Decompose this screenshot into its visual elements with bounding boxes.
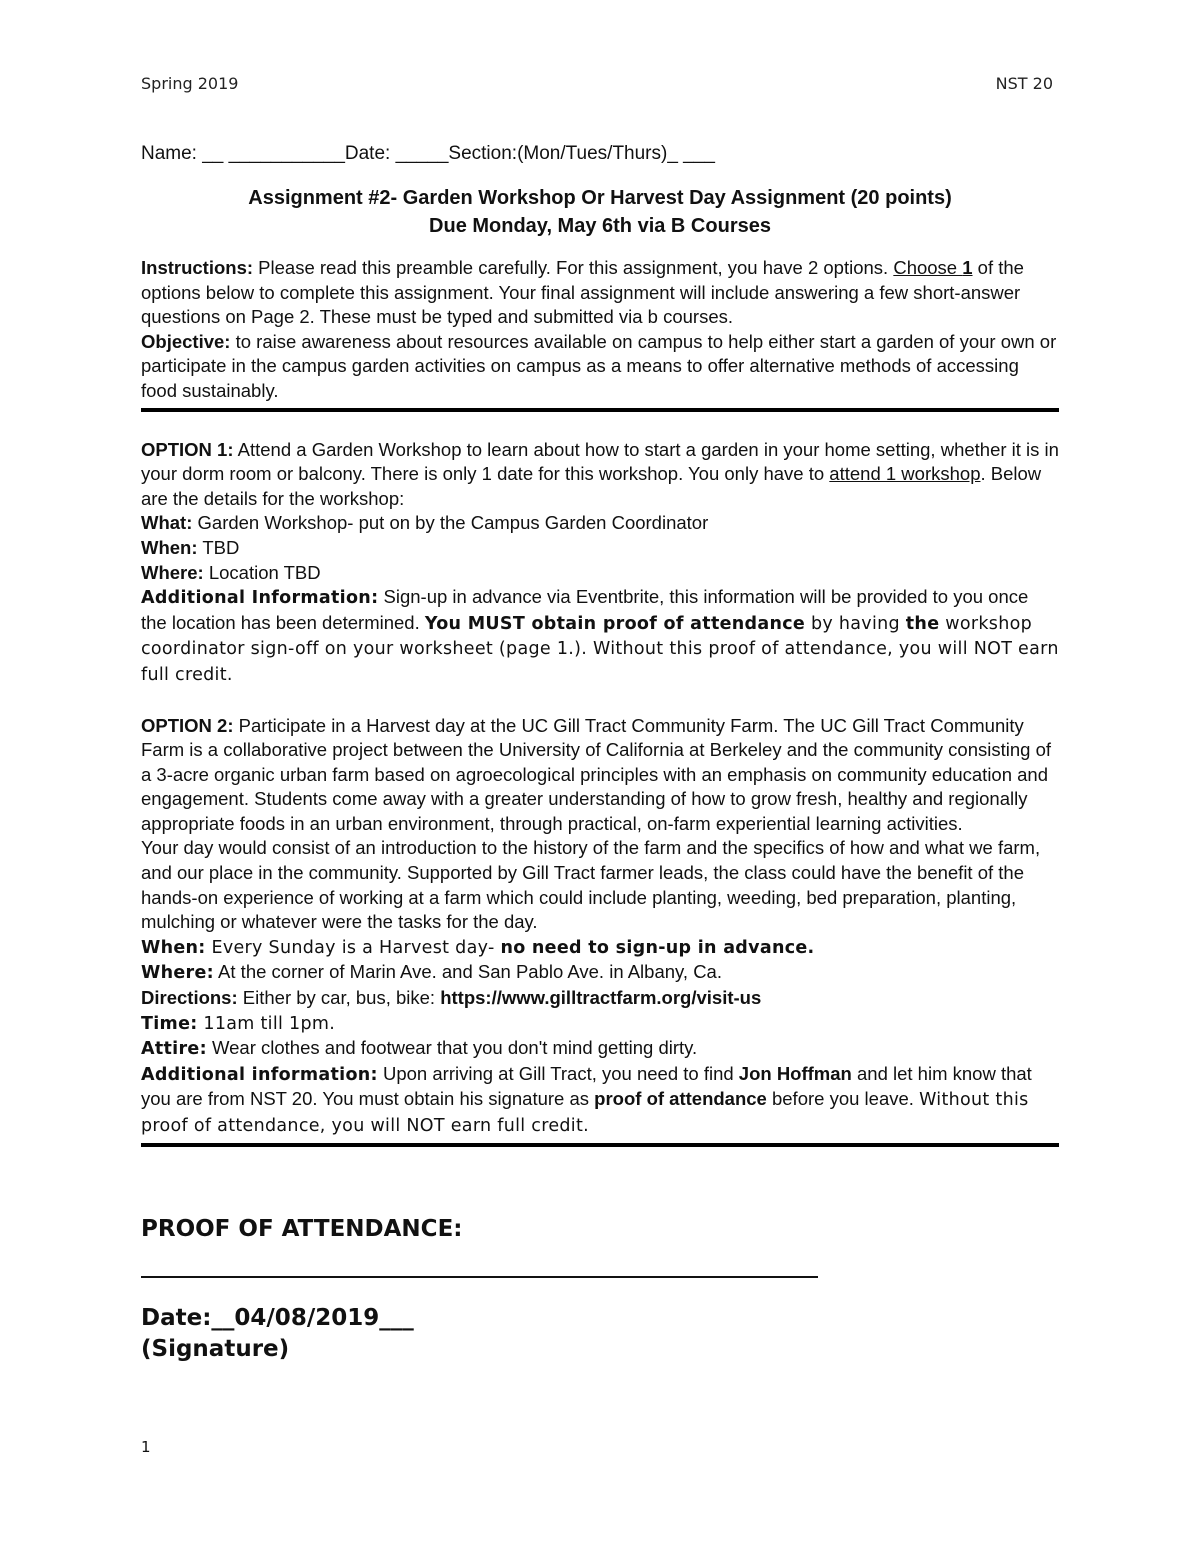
option2-label: OPTION 2: [141, 714, 234, 736]
option1-where: Where: Location TBD [141, 561, 321, 583]
header-right: NST 20 [995, 74, 1053, 93]
option2-paragraph: OPTION 2: Participate in a Harvest day at the UC Gill Tract Community Farm. The UC Gill Tract Community Farm is a collaborative project between the University of California at Berkeley and the community consisting of a 3-acre organic urban farm based on agroecological principles with an emphasis on community education and engagement. Students come away with a greater understanding of how to grow fresh, healthy and regionally appropriate foods in an urban environment, through practical, on-farm experiential learning activities. [141, 714, 1052, 834]
option1-additional-info: Additional Information: Sign-up in advance via Eventbrite, this information will be provided to you once the location has been determined. You MUST obtain proof of attendance by having the workshop coordinator sign-off on your worksheet (page 1.). Without this proof of attendance, you will NOT earn full credit. [141, 586, 1059, 685]
attend-workshop-underline: attend 1 workshop [829, 463, 981, 485]
option2-when: When: Every Sunday is a Harvest day- no need to sign-up in advance. [141, 937, 815, 958]
option1-paragraph: OPTION 1: Attend a Garden Workshop to learn about how to start a garden in your home setting, whether it is in your dorm room or balcony. There is only 1 date for this workshop. You only have to attend 1 workshop. Below are the details for the workshop: [141, 438, 1059, 509]
option1-what: What: Garden Workshop- put on by the Campus Garden Coordinator [141, 512, 709, 534]
directions-link[interactable]: https://www.gilltractfarm.org/visit-us [440, 987, 762, 1009]
option1-label: OPTION 1: [141, 438, 234, 460]
option1-when: When: TBD [141, 536, 240, 558]
proof-date: Date:__04/08/2019___ [141, 1305, 414, 1331]
signature-line [141, 1276, 818, 1278]
option2-attire: Attire: Wear clothes and footwear that you don't mind getting dirty. [141, 1037, 698, 1060]
option2-additional-info: Additional information: Upon arriving at Gill Tract, you need to find Jon Hoffman and let him know that you are from NST 20. You must obtain his signature as proof of attendance before you leave. Without this proof of attendance, you will NOT earn full credit. [141, 1062, 1032, 1136]
section-divider-2 [141, 1143, 1059, 1147]
due-date-title: Due Monday, May 6th via B Courses [429, 215, 771, 237]
proof-of-attendance-heading: PROOF OF ATTENDANCE: [141, 1216, 463, 1242]
objective-paragraph: Objective: to raise awareness about resources available on campus to help either start a garden of your own or participate in the campus garden activities on campus as a means to offer alternative methods of accessing food sustainably. [141, 330, 1057, 401]
choose-one-underline: Choose 1 [893, 257, 973, 278]
option2-description: Your day would consist of an introduction to the history of the farm and the specifics of how and what we farm, and our place in the community. Supported by Gill Tract farmer leads, the class could have the benefit of the hands-on experience of working at a farm which could include planting, weeding, bed preparation, planting, mulching or whatever were the tasks for the day. [141, 837, 1041, 933]
instructions-label: Instructions: [141, 257, 254, 278]
option2-time: Time: 11am till 1pm. [141, 1013, 336, 1034]
signature-label: (Signature) [141, 1336, 290, 1362]
option2-where: Where: At the corner of Marin Ave. and San Pablo Ave. in Albany, Ca. [141, 961, 722, 984]
option2-directions: Directions: Either by car, bus, bike: https://www.gilltractfarm.org/visit-us [141, 987, 762, 1009]
page-number: 1 [141, 1438, 151, 1456]
name-date-section-line: Name: __ ___________Date: _____Section:(Mon/Tues/Thurs)_ ___ [141, 143, 715, 164]
document-body [141, 142, 1059, 1147]
assignment-title: Assignment #2- Garden Workshop Or Harvest Day Assignment (20 points) [248, 187, 952, 209]
header-left: Spring 2019 [141, 74, 239, 93]
instructions-paragraph: Instructions: Please read this preamble carefully. For this assignment, you have 2 options. Choose 1 of the options below to complete this assignment. Your final assignment will include answering a few short-answer questions on Page 2. These must be typed and submitted via b courses. [141, 257, 1024, 328]
objective-label: Objective: [141, 330, 231, 352]
